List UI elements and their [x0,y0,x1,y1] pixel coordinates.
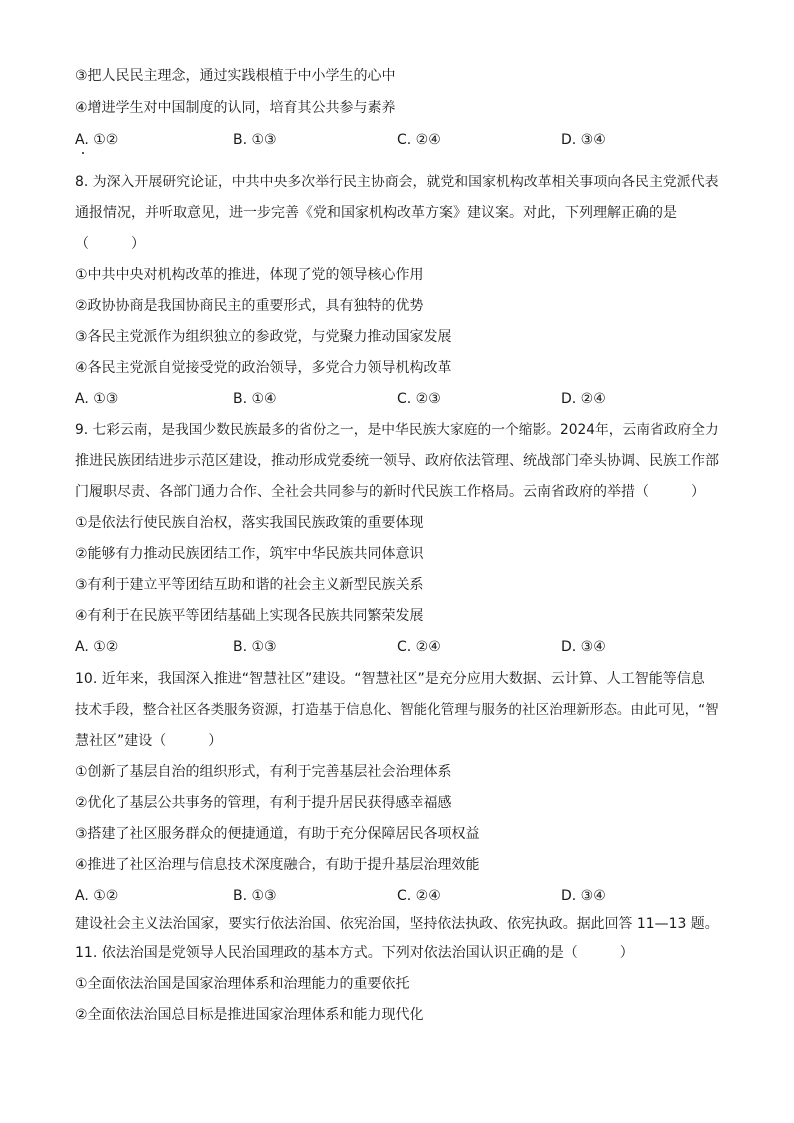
q7-options [75,130,715,150]
q10-options [75,886,715,906]
q9-option-d[interactable]: D. ③④ [561,639,606,655]
q9-option-c[interactable]: C. ②④ [397,639,441,655]
q11-statement-2: ②全面依法治国总目标是推进国家治理体系和能力现代化 [75,1007,424,1023]
q10-statement-1: ①创新了基层自治的组织形式，有利于完善基层社会治理体系 [75,764,452,780]
q8-option-d[interactable]: D. ②④ [561,391,606,407]
q10-option-a[interactable]: A. ①② [75,888,119,904]
q7-statement-3: ③把人民民主理念，通过实践根植于中小学生的心中 [75,68,396,84]
q10-statement-4: ④推进了社区治理与信息技术深度融合，有助于提升基层治理效能 [75,857,480,873]
q8-statement-2: ②政协协商是我国协商民主的重要形式，具有独特的优势 [75,298,424,314]
q8-option-c[interactable]: C. ②③ [397,391,441,407]
q11-stem: 11. 依法治国是党领导人民治国理政的基本方式。下列对依法治国认识正确的是（ ） [75,945,634,961]
q8-answer-blank: （ ） [75,236,145,252]
q9-option-a[interactable]: A. ①② [75,639,119,655]
q9-stem-line-2: 推进民族团结进步示范区建设，推动形成党委统一领导、政府依法管理、统战部门牵头协调、民族工作部 [75,453,719,469]
q10-statement-3: ③搭建了社区服务群众的便捷通道，有助于充分保障居民各项权益 [75,826,480,842]
q7-option-c[interactable]: C. ②④ [397,132,441,148]
q10-stem-line-2: 技术手段，整合社区各类服务资源，打造基于信息化、智能化管理与服务的社区治理新形态。由此可见，“智 [75,702,719,718]
q10-option-c[interactable]: C. ②④ [397,888,441,904]
q9-options [75,637,715,657]
q10-option-b[interactable]: B. ①③ [233,888,277,904]
scan-speck [82,152,84,154]
q9-option-b[interactable]: B. ①③ [233,639,277,655]
q8-statement-3: ③各民主党派作为组织独立的参政党，与党聚力推动国家发展 [75,329,452,345]
q10-option-d[interactable]: D. ③④ [561,888,606,904]
q9-statement-4: ④有利于在民族平等团结基础上实现各民族共同繁荣发展 [75,608,424,624]
q8-option-a[interactable]: A. ①③ [75,391,119,407]
q7-option-b[interactable]: B. ①③ [233,132,277,148]
q7-option-d[interactable]: D. ③④ [561,132,606,148]
q10-stem-line-3: 慧社区”建设（ ） [75,733,223,749]
q7-option-a[interactable]: A. ①② [75,132,119,148]
q9-statement-2: ②能够有力推动民族团结工作，筑牢中华民族共同体意识 [75,546,424,562]
q7-statement-4: ④增进学生对中国制度的认同，培育其公共参与素养 [75,100,396,116]
q8-statement-4: ④各民主党派自觉接受党的政治领导，多党合力领导机构改革 [75,360,452,376]
q8-option-b[interactable]: B. ①④ [233,391,277,407]
q8-statement-1: ①中共中央对机构改革的推进，体现了党的领导核心作用 [75,267,424,283]
q10-stem-line-1: 10. 近年来，我国深入推进“智慧社区”建设。“智慧社区”是充分应用大数据、云计算、人工智能等信息 [75,671,705,687]
q8-stem-line-2: 通报情况，并听取意见，进一步完善《党和国家机构改革方案》建议案。对此，下列理解正确的是 [75,205,677,221]
q8-options [75,389,715,409]
q10-statement-2: ②优化了基层公共事务的管理，有利于提升居民获得感幸福感 [75,795,452,811]
q8-stem-line-1: 8. 为深入开展研究论证，中共中央多次举行民主协商会，就党和国家机构改革相关事项向各民主党派代表 [75,174,719,190]
section-intro-11-13: 建设社会主义法治国家，要实行依法治国、依宪治国，坚持依法执政、依宪执政。据此回答 11—13 题。 [75,916,719,932]
q11-statement-1: ①全面依法治国是国家治理体系和治理能力的重要依托 [75,976,410,992]
q9-statement-1: ①是依法行使民族自治权，落实我国民族政策的重要体现 [75,515,424,531]
q9-stem-line-3: 门履职尽责、各部门通力合作、全社会共同参与的新时代民族工作格局。云南省政府的举措（ ） [75,484,705,500]
q9-statement-3: ③有利于建立平等团结互助和谐的社会主义新型民族关系 [75,577,424,593]
q9-stem-line-1: 9. 七彩云南，是我国少数民族最多的省份之一，是中华民族大家庭的一个缩影。2024年，云南省政府全力 [75,422,719,438]
